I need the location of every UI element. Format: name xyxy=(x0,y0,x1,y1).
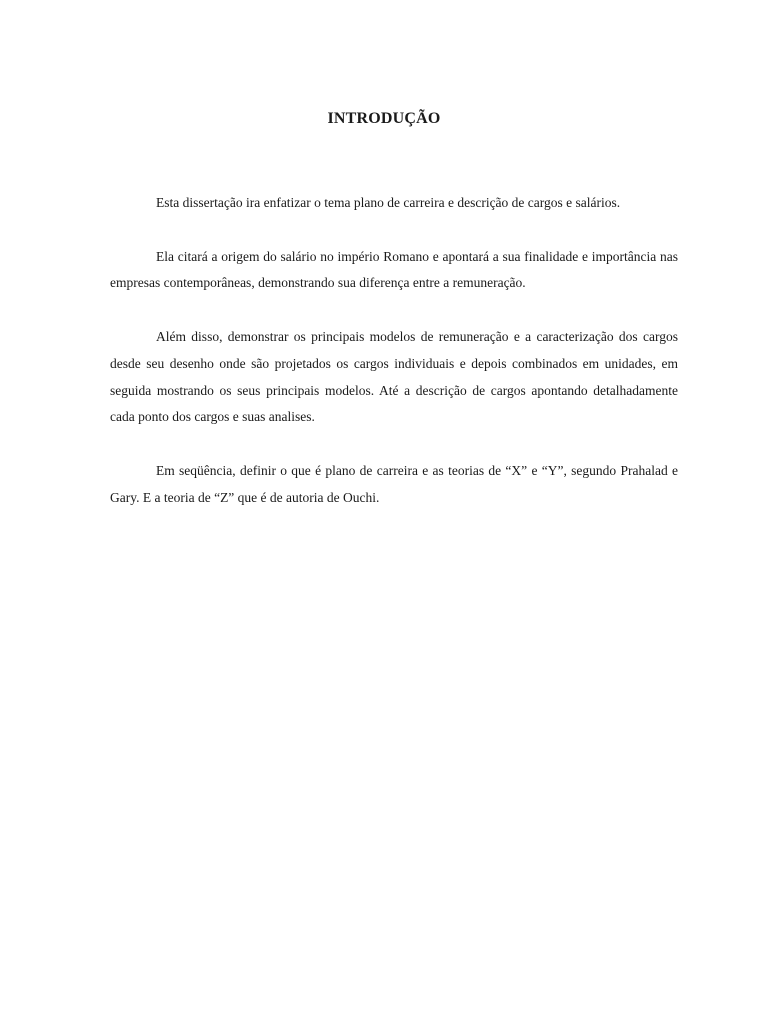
paragraph-1: Esta dissertação ira enfatizar o tema plano de carreira e descrição de cargos e salários. xyxy=(156,195,621,210)
page-title: INTRODUÇÃO xyxy=(327,110,441,127)
document-body xyxy=(110,190,678,538)
paragraph-2: Ela citará a origem do salário no império Romano e apontará a sua finalidade e importância nas empresas contemporâneas, demonstrando sua diferença entre a remuneração. xyxy=(110,248,678,291)
paragraph-4: Em seqüência, definir o que é plano de carreira e as teorias de “X” e “Y”, segundo Prahalad e Gary. E a teoria de “Z” que é de autoria de Ouchi. xyxy=(110,462,678,505)
paragraph-3: Além disso, demonstrar os principais modelos de remuneração e a caracterização dos cargos desde seu desenho onde são projetados os cargos individuais e depois combinados em unidades, em seguida mostrando os seus principais modelos. Até a descrição de cargos apontando detalhadamente cada ponto dos cargos e suas analises. xyxy=(110,329,678,425)
